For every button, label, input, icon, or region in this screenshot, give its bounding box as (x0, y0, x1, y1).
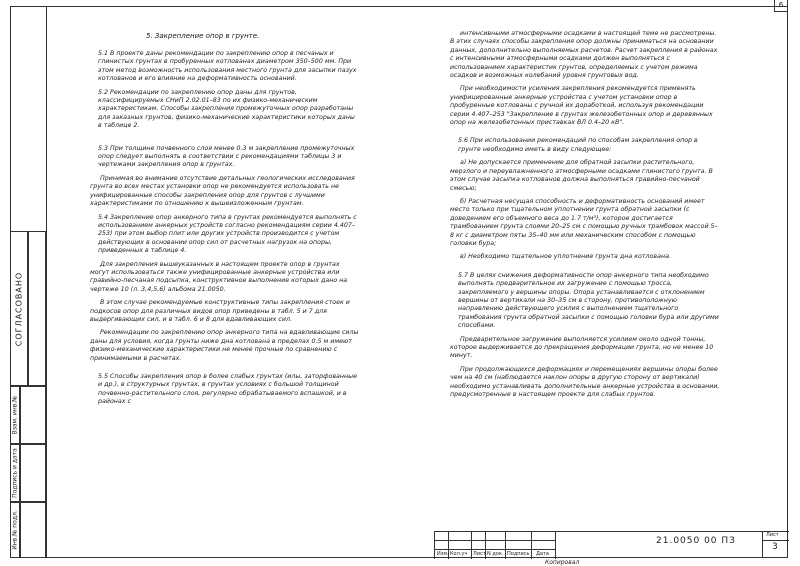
paragraph: Принимая во внимание отсутствие детальных геологических исследования грунта во всех местах установки опор не рекомендуется использовать не унифицированные способы закрепления опор для грунтов с лучшими характеристиками по отношению к вышеизложенным грунтам. (90, 174, 355, 208)
paragraph: 5.3 При толщине почвенного слоя менее 0.3 м закрепление промежуточных опор следует выполнять в соответствии с рекомендациями таблицы 3 и чертежами закрепления опор в грунтах. (98, 144, 355, 169)
right-column (450, 30, 720, 404)
paragraph: 5.4 Закрепление опор анкерного типа в грунтах рекомендуется выполнять с использованием анкерных устройств согласно рекомендациям серии 4.407–253) при этом выбор плит или других устройств производится с учетом действующих в основании опор сил от расчетных нагрузок на опоры, приведенных в таблице 4. (98, 213, 357, 255)
paragraph: б) Расчетная несущая способность и деформативность оснований имеет место только при тщательном уплотнении грунта обратной засыпки (с доведением его объемного веса до 1.7 т/м³), которое достигается трамбованием грунта слоями 20–25 см с помощью ручных трамбовок массой 5–8 кг с диаметром пяты 35–40 мм или механическим способом с помощью головки бура; (450, 197, 718, 247)
sheet-label: Лист (766, 532, 779, 538)
paragraph: 5.1 В проекте даны рекомендации по закреплению опор в песчаных и глинистых грунтах в пробуренных котлованах диаметром 350–500 мм. При этом метод возможность использования местного грунта для засыпки пазух котлованов и его влияние на деформативность оснований. (98, 50, 357, 83)
kopiroval-label: Копировал (545, 559, 580, 566)
approval-label: СОГЛАСОВАНО (14, 271, 24, 346)
approval-blank (28, 231, 46, 386)
paragraph: Для закрепления вышеуказанных в настоящем проекте опор в грунтах могут использоваться также унифицированные анкерные устройства или гравийно-песчаная подсыпка, конструктивное выполнение которых дано на чертеже 10 (л. 3,4,5,6) альбома 21.0050. (90, 260, 348, 293)
stamp-label: Подпись (507, 551, 530, 557)
vzam-inv-label: Взам. инв.№ (11, 395, 19, 435)
paragraph: а) Не допускается применение для обратной засыпки растительного, мерзлого и переувлажненного атмосферными осадками глинистого грунта. В этом случае засыпка котлованов должна выполняться гравийно-песчаной смесью; (450, 159, 713, 192)
inv-podl-field (20, 502, 46, 558)
paragraph: При продолжающихся деформациях и перемещениях вершины опоры более чем на 40 см (наблюдается наклон опоры в другую сторону от вертикали) необходимо устанавливать дополнительные анкерные устройства в основании, предусмотренные в настоящем проекте для слабых грунтов. (450, 365, 720, 399)
paragraph: Рекомендации по закреплению опор анкерного типа на вдавливающие силы даны для условия, когда грунты ниже дна котлована в пределах 0.5 м имеют физико-механические характеристики не менее прочные по сравнению с принимаемыми в расчетах. (90, 329, 359, 362)
podpis-label-box (10, 444, 20, 502)
paragraph: 5.5 Способы закрепления опор в более слабых грунтах (илы, заторфованные и др.), в структурных грунтах, в грунтах условиях с большой толщиной почвенно-растительного слоя, регулярно обрабатываемого вспашкой, и в районах с (98, 373, 357, 406)
stamp-label: N док. (487, 551, 504, 557)
left-column (90, 50, 360, 412)
stamp-label: Изм. (437, 551, 449, 557)
podpis-field (20, 444, 46, 502)
paragraph: В этом случае рекомендуемые конструктивные типы закрепления стоек и подкосов опор для различных видов опор приведены в табл. 5 и 7 для выдергивающих сил, и в табл. 6 и 8 для вдавливающих сил. (90, 299, 350, 323)
corner-page-number: 6 (774, 0, 788, 12)
sheet-number: 3 (772, 542, 778, 552)
paragraph: 5.2 Рекомендации по закреплению опор даны для грунтов, классифицируемых СНиП 2.02.01–83 по их физико-механическим характеристикам. Способы закрепления промежуточных опор разработаны для заказных грунтов, физико-механические характеристики которых даны в таблице 2. (98, 88, 355, 130)
paragraph: 5.7 В целях снижения деформативности опор анкерного типа необходимо выполнять предварительное их загружение с помощью тросса, закрепляемого у вершины опоры. Опора устанавливается с отклонением вершины от вертикали на 30–35 см в сторону, противоположную направлению действующего усилия с выполнением тщательного трамбования грунта обратной засыпки с помощью головки бура или другими способами. (458, 271, 719, 330)
inv-podl-label-box (10, 502, 20, 558)
section-title: 5. Закрепление опор в грунте. (146, 32, 260, 40)
vzam-inv-field (20, 386, 46, 444)
left-sidebar (10, 6, 46, 558)
paragraph: При необходимости усиления закрепления рекомендуется применять унифицированные анкерные устройства с учетом установки опор в пробуренные котлованы с ручной их доработкой, используя рекомендации серии 4.407–253 "Закрепление в грунтах железобетонных опор и деревянных опор на железобетонных приставках ВЛ 0.4–20 кВ". (450, 85, 713, 127)
document-number: 21.0050 00 ПЗ (656, 536, 736, 546)
paragraph: 5.6 При использовании рекомендаций по способам закрепления опор в грунте необходимо иметь в виду следующее: (458, 137, 698, 153)
paragraph: в) Необходимо тщательное уплотнение грунта дна котлована. (460, 253, 671, 261)
stamp-label: Кол.уч (450, 551, 468, 557)
podpis-label: Подпись и дата (11, 448, 19, 498)
paragraph: Предварительное загружение выполняется усилием около одной тонны, которое выдерживается до прекращения деформации грунта, но не менее 10 минут. (450, 335, 714, 360)
stamp-label: Лист (473, 551, 486, 557)
approval-strip (10, 231, 28, 386)
inv-podl-label: Инв.№ подл. (11, 510, 19, 550)
stamp-label: Дата (536, 551, 549, 557)
vzam-inv-label-box (10, 386, 20, 444)
paragraph: интенсивными атмосферными осадками в настоящей теме не рассмотрены. В этих случаях способы закрепления опор должны приниматься на основании данных, дополнительно выполняемых расчетов. Расчет закрепления в районах с интенсивными атмосферными осадками должен выполняться с использованием характеристик грунтов, определяемых с учетом режима осадков и возможных колебаний уровня грунтовых вод. (450, 30, 718, 80)
